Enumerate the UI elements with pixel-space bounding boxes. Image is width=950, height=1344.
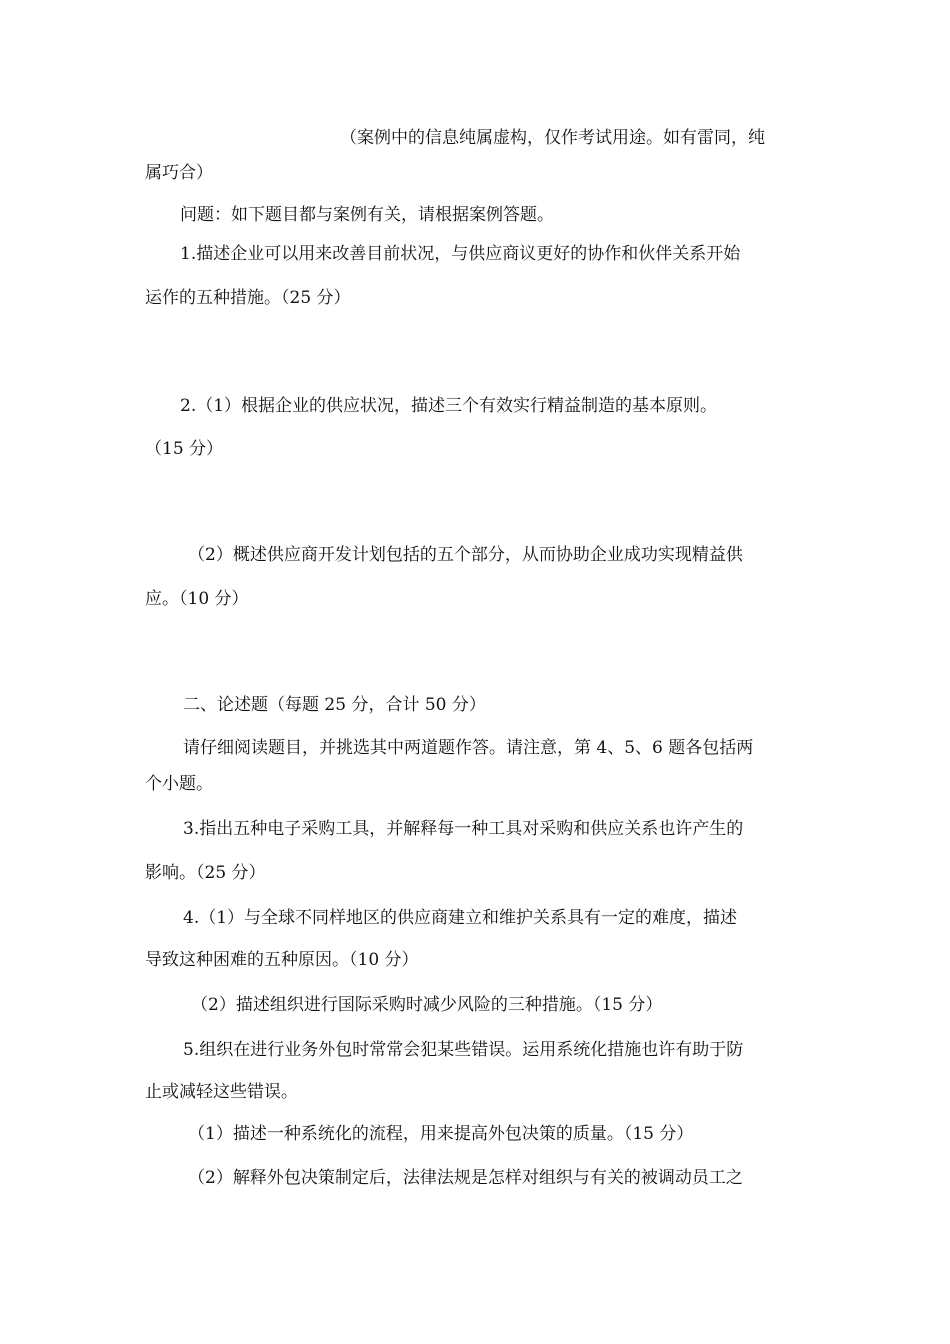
question-4-1-line-1: 4.（1）与全球不同样地区的供应商建立和维护关系具有一定的难度，描述 <box>183 908 738 928</box>
question-5-line-1: 5.组织在进行业务外包时常常会犯某些错误。运用系统化措施也许有助于防 <box>183 1040 744 1060</box>
question-2-2-line-1: （2）概述供应商开发计划包括的五个部分，从而协助企业成功实现精益供 <box>188 545 743 565</box>
disclaimer-line-1: （案例中的信息纯属虚构，仅作考试用途。如有雷同，纯 <box>340 128 765 148</box>
instructions-line-1: 请仔细阅读题目，并挑选其中两道题作答。请注意，第 4、5、6 题各包括两 <box>183 738 754 758</box>
question-4-2: （2）描述组织进行国际采购时减少风险的三种措施。（15 分） <box>191 995 663 1015</box>
question-2-2-line-2: 应。（10 分） <box>145 589 249 609</box>
question-4-1-line-2: 导致这种困难的五种原因。（10 分） <box>145 950 419 970</box>
section-2-heading: 二、论述题（每题 25 分，合计 50 分） <box>183 695 486 715</box>
question-1-line-2: 运作的五种措施。（25 分） <box>145 288 351 308</box>
question-5-2: （2）解释外包决策制定后，法律法规是怎样对组织与有关的被调动员工之 <box>188 1168 743 1188</box>
question-5-1: （1）描述一种系统化的流程，用来提高外包决策的质量。（15 分） <box>188 1124 694 1144</box>
instructions-line-2: 个小题。 <box>145 774 213 794</box>
disclaimer-line-2: 属巧合） <box>145 163 213 183</box>
question-2-1-line-1: 2.（1）根据企业的供应状况，描述三个有效实行精益制造的基本原则。 <box>180 396 718 416</box>
question-1-line-1: 1.描述企业可以用来改善目前状况，与供应商议更好的协作和伙伴关系开始 <box>180 244 741 264</box>
question-3-line-2: 影响。（25 分） <box>145 863 266 883</box>
intro-text: 问题：如下题目都与案例有关，请根据案例答题。 <box>180 205 554 225</box>
question-2-1-line-2: （15 分） <box>145 439 224 459</box>
question-5-line-2: 止或减轻这些错误。 <box>145 1082 298 1102</box>
question-3-line-1: 3.指出五种电子采购工具，并解释每一种工具对采购和供应关系也许产生的 <box>183 819 744 839</box>
